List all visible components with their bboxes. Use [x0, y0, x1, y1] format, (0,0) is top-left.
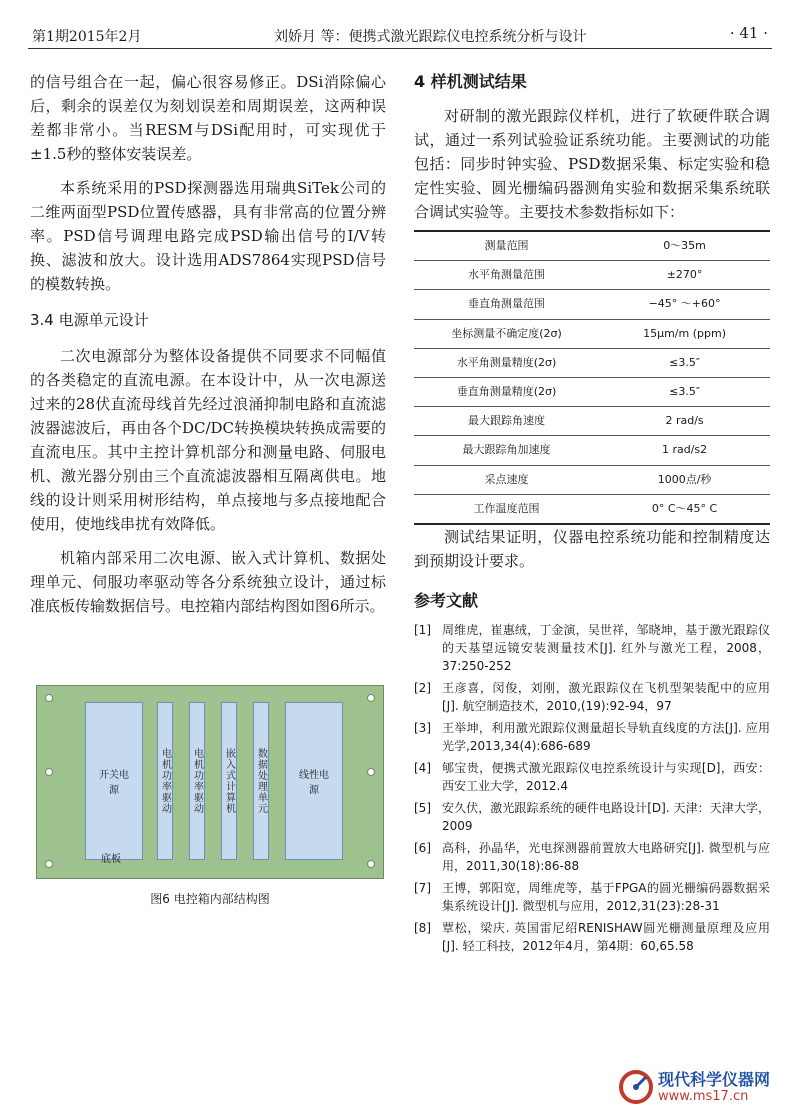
spec-param: 垂直角测量精度(2σ)	[414, 377, 599, 406]
left-paragraph-3: 二次电源部分为整体设备提供不同要求不同幅值的各类稳定的直流电源。在本设计中，从一次电源送过来的28伏直流母线首先经过浪涌抑制电路和直流滤波器滤波后，再由各个DC/DC转换模块转换成需要的直流电压。其中主控计算机部分和测量电路、伺服电机、激光器分别由三个直流滤波器相互隔离供电。地线的设计则采用树形结构，单点接地与多点接地配合使用，使地线串扰有效降低。	[30, 347, 386, 533]
reference-item	[414, 759, 770, 795]
reference-text: 王举坤，利用激光跟踪仪测量超长导轨直线度的方法[J]. 应用光学,2013,34(4):686-689	[442, 720, 770, 753]
mount-hole	[45, 768, 53, 776]
reference-number: [7]	[414, 880, 431, 895]
spec-param: 水平角测量范围	[414, 261, 599, 290]
spec-value: 0～35m	[599, 231, 770, 261]
spec-param: 最大跟踪角加速度	[414, 436, 599, 465]
block-switching-power: 开关电源	[85, 702, 143, 860]
mount-hole	[45, 694, 53, 702]
reference-item	[414, 679, 770, 715]
reference-item	[414, 799, 770, 835]
spec-value: 15μm/m (ppm)	[599, 319, 770, 348]
section-heading-4: 4 样机测试结果	[414, 72, 527, 91]
spec-row	[414, 407, 770, 436]
spec-param: 水平角测量精度(2σ)	[414, 348, 599, 377]
reference-text: 周维虎，崔惠绒，丁金演，吴世祥，邹晓坤，基于激光跟踪仪的天基望远镜安装测量技术[J]. 红外与激光工程，2008，37:250-252	[442, 622, 770, 673]
mount-hole	[45, 860, 53, 868]
reference-number: [3]	[414, 720, 431, 735]
spec-value: −45° ～+60°	[599, 290, 770, 319]
spec-param: 工作温度范围	[473, 501, 540, 515]
reference-number: [1]	[414, 622, 431, 637]
block-motor-driver-2: 电机功率驱动	[189, 702, 205, 860]
left-paragraph-4: 机箱内部采用二次电源、嵌入式计算机、数据处理单元、伺服功率驱动等各分系统独立设计，通过标准底板传输数据信号。电控箱内部结构图如图6所示。	[30, 549, 386, 615]
spec-param: 采点速度	[414, 465, 599, 494]
spec-row	[414, 377, 770, 406]
spec-param: 坐标测量不确定度(2σ)	[414, 319, 599, 348]
references-heading: 参考文献	[414, 590, 479, 610]
block-motor-driver-1: 电机功率驱动	[157, 702, 173, 860]
spec-value: 2 rad/s	[599, 407, 770, 436]
reference-item	[414, 719, 770, 755]
reference-item	[414, 621, 770, 675]
mount-hole	[367, 694, 375, 702]
mount-hole	[367, 860, 375, 868]
reference-number: [5]	[414, 800, 431, 815]
spec-row	[414, 348, 770, 377]
section-heading-3-4: 3.4 电源单元设计	[30, 311, 149, 329]
spec-param: 最大跟踪角速度	[414, 407, 599, 436]
reference-number: [2]	[414, 680, 431, 695]
spec-row	[414, 319, 770, 348]
reference-list	[414, 621, 770, 955]
spec-row	[414, 494, 770, 524]
reference-number: [4]	[414, 760, 431, 775]
reference-text: 王博，郭阳宽，周维虎等，基于FPGA的圆光栅编码器数据采集系统设计[J]. 微型机与应用，2012,31(23):28-31	[442, 880, 770, 913]
left-paragraph-2: 本系统采用的PSD探测器选用瑞典SiTek公司的二维两面型PSD位置传感器，具有非常高的位置分辨率。PSD信号调理电路完成PSD输出信号的I/V转换、滤波和放大。设计选用ADS7864实现PSD信号的模数转换。	[30, 179, 386, 293]
left-column	[30, 70, 386, 618]
right-column	[414, 70, 770, 959]
right-paragraph-2: 测试结果证明，仪器电控系统功能和控制精度达到预期设计要求。	[414, 527, 770, 570]
block-embedded-computer: 嵌入式计算机	[221, 702, 237, 860]
watermark-url: www.ms17.cn	[658, 1089, 749, 1104]
spec-value: ±270°	[599, 261, 770, 290]
reference-text: 郇宝贵，便携式激光跟踪仪电控系统设计与实现[D]，西安：西安工业大学，2012.4	[442, 760, 770, 793]
block-data-processing: 数据处理单元	[253, 702, 269, 860]
reference-text: 高科，孙晶华，光电探测器前置放大电路研究[J]. 微型机与应用，2011,30(18):86-88	[442, 840, 770, 873]
spec-param: 测量范围	[414, 231, 599, 261]
spec-value: ≤3.5″	[599, 377, 770, 406]
spec-row	[414, 465, 770, 494]
spec-value: 1 rad/s2	[599, 436, 770, 465]
site-watermark	[618, 1065, 794, 1109]
reference-item	[414, 879, 770, 915]
reference-item	[414, 919, 770, 955]
reference-text: 王彦喜，闵俊，刘刚，激光跟踪仪在飞机型架装配中的应用[J]. 航空制造技术，2010,(19):92-94，97	[442, 680, 770, 713]
spec-row	[414, 436, 770, 465]
figure-caption: 图6 电控箱内部结构图	[150, 892, 270, 906]
reference-text: 覃松，梁庆. 英国雷尼绍RENISHAW圆光栅测量原理及应用[J]. 轻工科技，2012年4月，第4期：60,65.58	[442, 920, 770, 953]
reference-number: [8]	[414, 920, 431, 935]
article-title: 刘娇月 等：便携式激光跟踪仪电控系统分析与设计	[274, 29, 587, 45]
spec-row	[414, 290, 770, 319]
spec-value: 0° C～45° C	[651, 501, 718, 515]
spec-table	[414, 230, 770, 525]
reference-number: [6]	[414, 840, 431, 855]
left-paragraph-1: 的信号组合在一起，偏心很容易修正。DSi消除偏心后，剩余的误差仅为刻划误差和周期误差，这两种误差都非常小。当RESM与DSi配用时，可实现优于±1.5秒的整体安装误差。	[30, 73, 386, 163]
running-header	[28, 22, 772, 49]
reference-text: 安久伏，激光跟踪系统的硬件电路设计[D]. 天津：天津大学，2009	[442, 800, 770, 833]
right-paragraph-1: 对研制的激光跟踪仪样机，进行了软硬件联合调试，通过一系列试验验证系统功能。主要测试的功能包括：同步时钟实验、PSD数据采集、标定实验和稳定性实验、圆光栅编码器测角实验和数据采集系统联合调试实验等。主要技术参数指标如下：	[414, 107, 770, 221]
spec-row	[414, 261, 770, 290]
reference-item	[414, 839, 770, 875]
mount-hole	[367, 768, 375, 776]
base-board-label: 底板	[101, 854, 121, 865]
gauge-logo-icon	[618, 1069, 654, 1105]
spec-value: ≤3.5″	[599, 348, 770, 377]
issue-label: 第1期2015年2月	[32, 29, 142, 45]
watermark-name: 现代科学仪器网	[658, 1070, 771, 1089]
spec-row	[414, 231, 770, 261]
spec-value: 1000点/秒	[599, 465, 770, 494]
page-number: · 41 ·	[729, 24, 768, 42]
block-linear-power: 线性电源	[285, 702, 343, 860]
figure-6-board	[36, 685, 384, 879]
spec-param: 垂直角测量范围	[414, 290, 599, 319]
